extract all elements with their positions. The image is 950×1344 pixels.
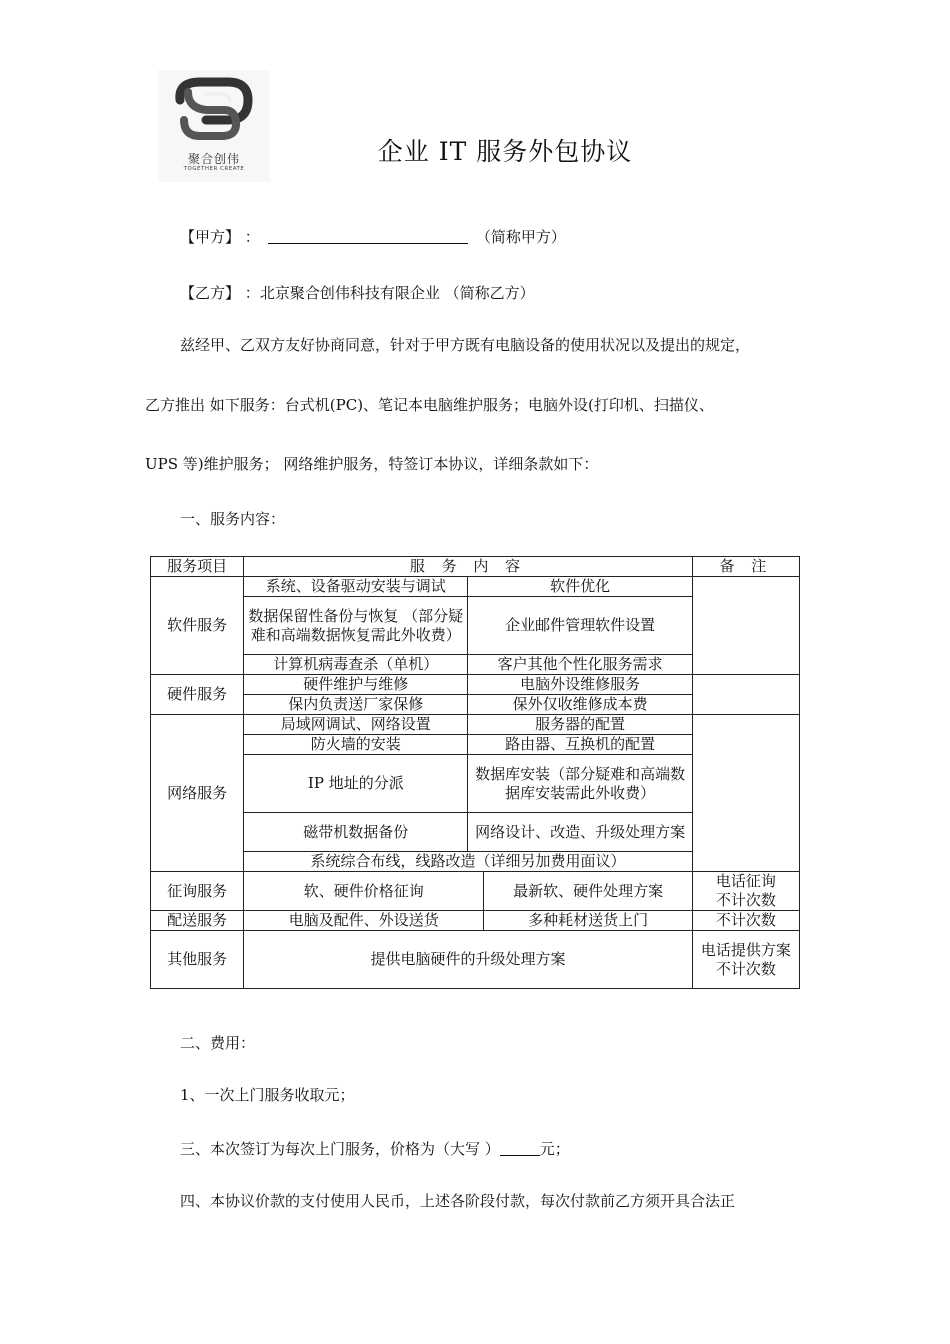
intro-line-3: UPS 等)维护服务； 网络维护服务，特签订本协议，详细条款如下： <box>145 455 599 473</box>
table-cell: 保外仅收维修成本费 <box>468 695 692 715</box>
software-note <box>692 577 799 675</box>
logo-name-cn: 聚合创伟 <box>187 152 240 166</box>
party-a-label: 【甲方】 <box>180 228 241 246</box>
table-cell: 最新软、硬件处理方案 <box>484 872 692 911</box>
table-cell: 局域网调试、网络设置 <box>244 715 468 735</box>
table-cell: 多种耗材送货上门 <box>484 911 692 931</box>
other-label: 其他服务 <box>151 931 244 989</box>
table-cell: 提供电脑硬件的升级处理方案 <box>244 931 693 989</box>
party-a-line <box>180 226 566 247</box>
table-cell: 服务器的配置 <box>468 715 692 735</box>
header-note: 备 注 <box>692 557 799 577</box>
logo-knot-icon <box>158 70 270 150</box>
table-cell: 硬件维护与维修 <box>244 675 468 695</box>
company-logo <box>158 70 270 182</box>
price-blank <box>500 1143 540 1156</box>
table-cell: 数据保留性备份与恢复 （部分疑 难和高端数据恢复需此外收费） <box>244 597 468 655</box>
section-3-suffix: 元； <box>539 1140 570 1158</box>
table-cell: IP 地址的分派 <box>244 755 468 813</box>
party-a-sep: ： <box>244 228 260 246</box>
intro-line-1: 兹经甲、乙双方友好协商同意，针对于甲方既有电脑设备的使用状况以及提出的规定， <box>180 336 751 354</box>
table-cell: 电脑及配件、外设送货 <box>244 911 484 931</box>
table-row <box>151 715 800 735</box>
service-table <box>150 556 800 989</box>
table-cell-full: 系统综合布线，线路改造（详细另加费用面议） <box>244 852 693 872</box>
header-item: 服务项目 <box>151 557 244 577</box>
table-cell: 系统、设备驱动安装与调试 <box>244 577 468 597</box>
table-cell: 客户其他个性化服务需求 <box>468 655 692 675</box>
table-cell: 数据库安装（部分疑难和高端数 据库安装需此外收费） <box>468 755 692 813</box>
consult-note: 电话征询 不计次数 <box>692 872 799 911</box>
software-label: 软件服务 <box>151 577 244 675</box>
section-1-heading: 一、服务内容： <box>180 510 286 528</box>
other-note: 电话提供方案 不计次数 <box>692 931 799 989</box>
network-label: 网络服务 <box>151 715 244 872</box>
table-cell: 软、硬件价格征询 <box>244 872 484 911</box>
delivery-note: 不计次数 <box>692 911 799 931</box>
table-cell: 网络设计、改造、升级处理方案 <box>468 813 692 852</box>
delivery-label: 配送服务 <box>151 911 244 931</box>
party-a-note: （简称甲方） <box>475 228 566 246</box>
party-a-blank <box>268 229 468 244</box>
page-title: 企业 IT 服务外包协议 <box>377 137 633 166</box>
hardware-note <box>692 675 799 715</box>
header-content: 服 务 内 容 <box>244 557 693 577</box>
table-row <box>151 577 800 597</box>
table-header-row <box>151 557 800 577</box>
table-cell: 软件优化 <box>468 577 692 597</box>
table-cell: 企业邮件管理软件设置 <box>468 597 692 655</box>
table-cell: 防火墙的安装 <box>244 735 468 755</box>
section-3-prefix: 三、本次签订为每次上门服务，价格为（大写 ） <box>180 1140 500 1158</box>
section-2-heading: 二、费用： <box>180 1034 256 1052</box>
table-cell: 路由器、互换机的配置 <box>468 735 692 755</box>
table-row <box>151 911 800 931</box>
party-b-value: 北京聚合创伟科技有限企业 <box>259 284 440 302</box>
table-cell: 计算机病毒查杀（单机） <box>244 655 468 675</box>
fee-item-1: 1、一次上门服务收取元； <box>180 1086 355 1104</box>
party-b-label: 【乙方】 <box>180 284 241 302</box>
party-b-note: （简称乙方） <box>444 284 535 302</box>
table-cell: 保内负责送厂家保修 <box>244 695 468 715</box>
section-4-line: 四、本协议价款的支付使用人民币，上述各阶段付款，每次付款前乙方须开具合法正 <box>180 1192 736 1210</box>
table-cell: 磁带机数据备份 <box>244 813 468 852</box>
section-3-line <box>180 1138 570 1159</box>
intro-line-2: 乙方推出 如下服务：台式机(PC)、笔记本电脑维护服务；电脑外设(打印机、扫描仪、 <box>145 396 714 414</box>
table-row <box>151 872 800 911</box>
table-cell: 电脑外设维修服务 <box>468 675 692 695</box>
table-row <box>151 931 800 989</box>
consult-label: 征询服务 <box>151 872 244 911</box>
logo-name-en: TOGETHER CREATE <box>183 166 245 172</box>
hardware-label: 硬件服务 <box>151 675 244 715</box>
party-b-sep: ： <box>244 284 260 302</box>
network-note <box>692 715 799 872</box>
party-b-line <box>180 282 535 303</box>
table-row <box>151 675 800 695</box>
